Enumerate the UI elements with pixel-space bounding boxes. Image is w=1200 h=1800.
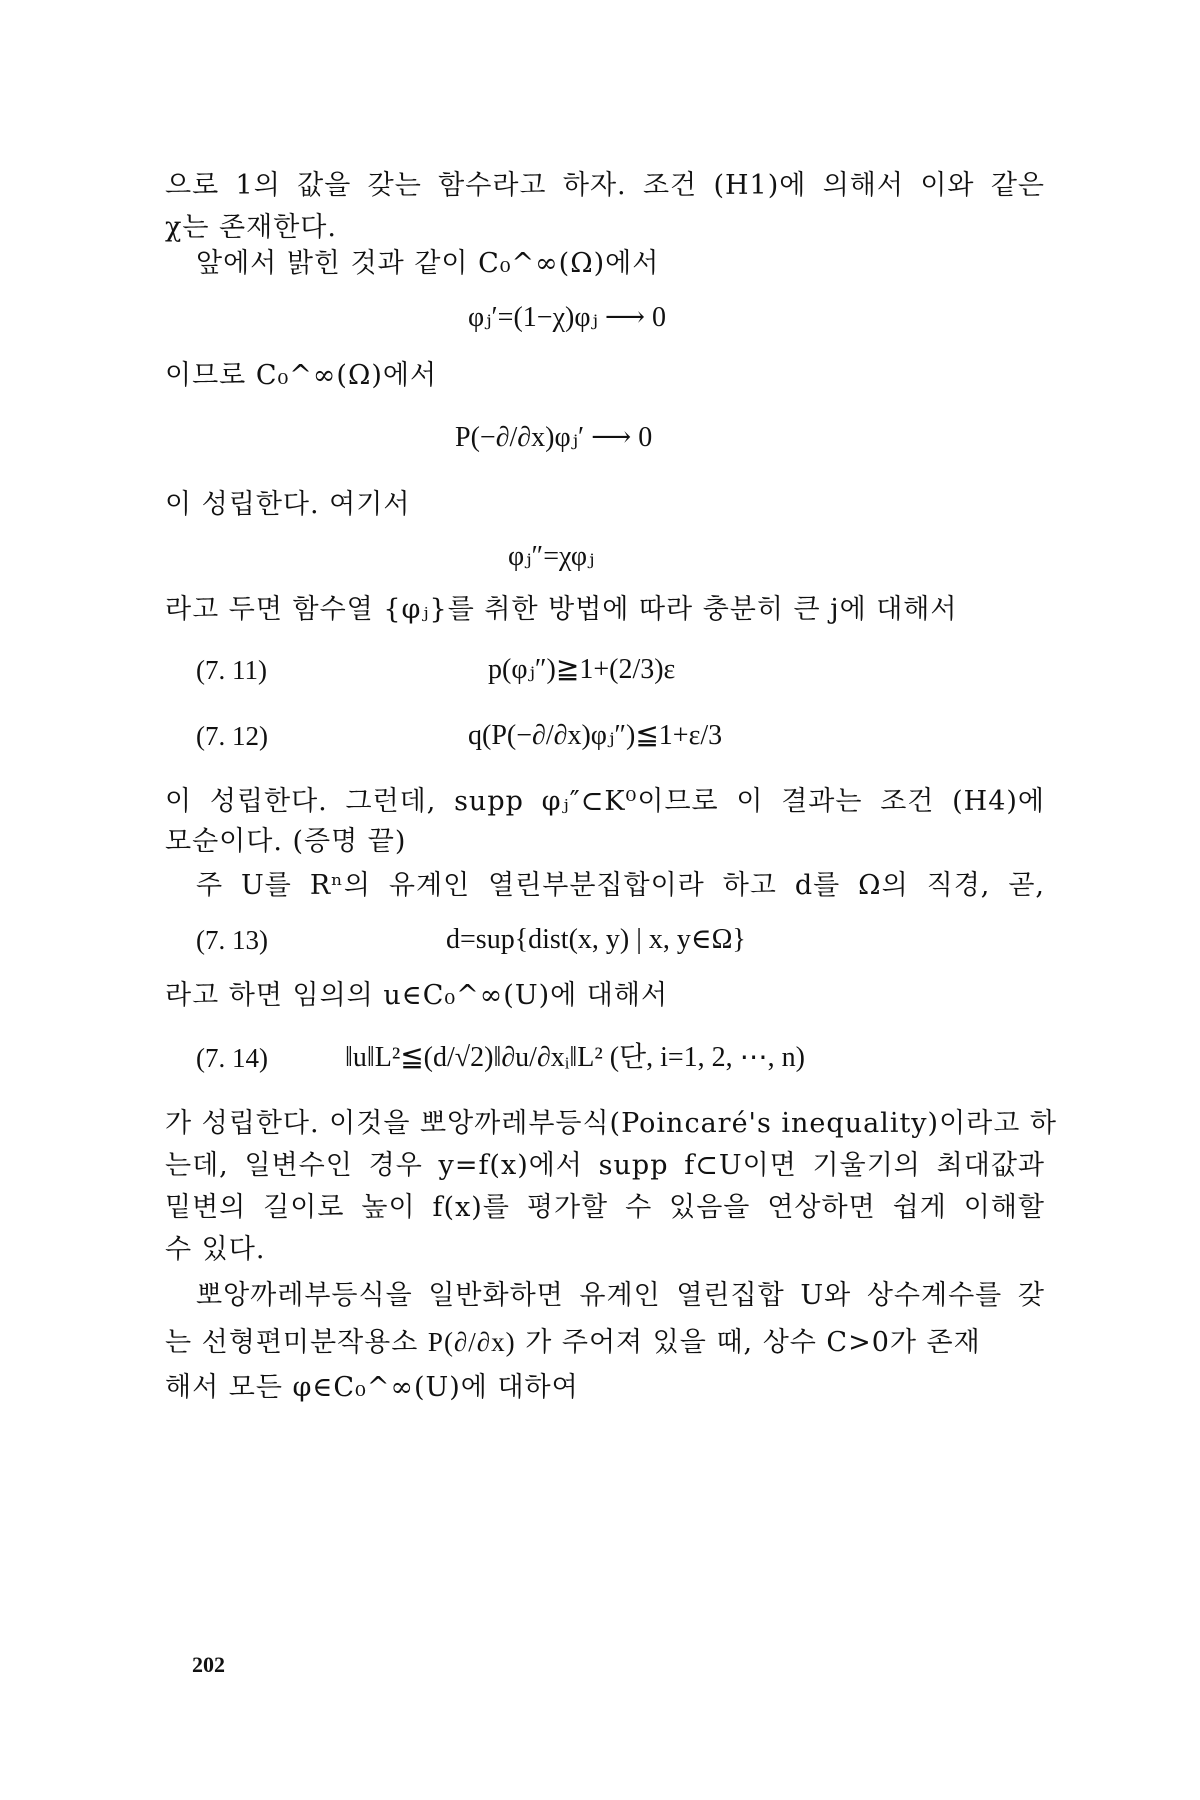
- equation-operator-limit: P(−∂/∂x)φⱼ′ ⟶ 0: [455, 422, 653, 453]
- equation-7-12: q(P(−∂/∂x)φⱼ″)≦1+ε/3: [468, 720, 723, 751]
- inline-operator: P(∂/∂x): [427, 1327, 516, 1357]
- text-line: 으로 1의 값을 갖는 함수라고 하자. 조건 (H1)에 의해서 이와 같은: [165, 170, 1045, 201]
- text-line: 뽀앙까레부등식을 일반화하면 유계인 열린집합 U와 상수계수를 갖: [196, 1280, 1045, 1311]
- equation-number: (7. 12): [196, 721, 268, 751]
- equation-phi-prime: φⱼ′=(1−χ)φⱼ ⟶ 0: [468, 302, 667, 333]
- remark-line: 주 U를 Rⁿ의 유계인 열린부분집합이라 하고 d를 Ω의 직경, 곧,: [196, 870, 1045, 901]
- text-fragment: 는 선형편미분작용소: [165, 1327, 419, 1358]
- equation-7-13: d=sup{dist(x, y) | x, y∈Ω}: [446, 924, 746, 955]
- text-line-with-operator: [165, 1322, 1045, 1363]
- text-line: χ는 존재한다.: [165, 212, 337, 243]
- equation-phi-double-prime: φⱼ″=χφⱼ: [508, 541, 595, 572]
- text-line: 이 성립한다. 여기서: [165, 489, 411, 520]
- text-line: 앞에서 밝힌 것과 같이 C₀^∞(Ω)에서: [196, 248, 660, 279]
- text-line: 이 성립한다. 그런데, supp φⱼ″⊂K⁰이므로 이 결과는 조건 (H4)에: [165, 786, 1045, 817]
- text-line: 밑변의 길이로 높이 f(x)를 평가할 수 있음을 연상하면 쉽게 이해할: [165, 1192, 1045, 1223]
- equation-7-11: p(φⱼ″)≧1+(2/3)ε: [488, 654, 676, 685]
- text-line: 라고 하면 임의의 u∈C₀^∞(U)에 대해서: [165, 980, 669, 1011]
- text-line: 모순이다. (증명 끝): [165, 826, 407, 857]
- equation-number: (7. 13): [196, 925, 268, 955]
- equation-7-14: ‖u‖L²≦(d/√2)‖∂u/∂xᵢ‖L² (단, i=1, 2, ⋯, n): [345, 1042, 805, 1073]
- text-line: 해서 모든 φ∈C₀^∞(U)에 대하여: [165, 1372, 579, 1403]
- text-line: 가 성립한다. 이것을 뽀앙까레부등식(Poincaré's inequality)이라고 하: [165, 1108, 1058, 1139]
- text-line: 라고 두면 함수열 {φⱼ}를 취한 방법에 따라 충분히 큰 j에 대해서: [165, 594, 958, 625]
- text-fragment: 가 주어져 있을 때, 상수 C>0가 존재: [525, 1327, 981, 1358]
- page-number: 202: [192, 1652, 225, 1677]
- text-line: 는데, 일변수인 경우 y=f(x)에서 supp f⊂U이면 기울기의 최대값과: [165, 1150, 1045, 1181]
- text-line: 이므로 C₀^∞(Ω)에서: [165, 360, 438, 391]
- text-line: 수 있다.: [165, 1234, 266, 1265]
- equation-number: (7. 11): [196, 655, 267, 685]
- equation-number: (7. 14): [196, 1043, 268, 1073]
